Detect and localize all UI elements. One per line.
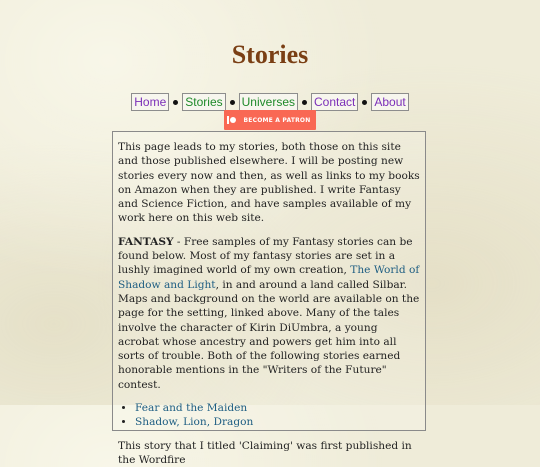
story-link-fear-and-the-maiden[interactable]: Fear and the Maiden xyxy=(135,402,248,415)
fantasy-paragraph xyxy=(118,235,420,392)
claiming-paragraph: This story that I titled 'Claiming' was first published in the Wordfire xyxy=(118,439,412,466)
fantasy-heading: FANTASY xyxy=(118,235,174,248)
nav-separator xyxy=(230,100,235,105)
list-item xyxy=(135,415,420,429)
nav-about[interactable]: About xyxy=(371,93,408,111)
become-patron-label: BECOME A PATRON xyxy=(243,116,311,124)
nav-stories[interactable]: Stories xyxy=(182,93,225,111)
nav-home[interactable]: Home xyxy=(131,93,169,111)
world-of-shadow-and-light-link[interactable]: The World of Shadow and Light xyxy=(118,264,420,291)
become-patron-button[interactable] xyxy=(224,110,316,130)
main-nav xyxy=(0,93,540,111)
intro-paragraph: This page leads to my stories, both those on this site and those published elsewhere. I will be posting new stories every now and then, as well as links to my books on Amazon when they are published. I write Fantasy and Science Fiction, and have samples available of my work here on this web site. xyxy=(118,141,420,225)
content-box xyxy=(112,131,426,466)
nav-separator xyxy=(302,100,307,105)
nav-contact[interactable]: Contact xyxy=(311,93,358,111)
story-list xyxy=(118,401,420,430)
list-item xyxy=(135,401,420,415)
story-link-shadow-lion-dragon[interactable]: Shadow, Lion, Dragon xyxy=(135,416,254,429)
page-title: Stories xyxy=(231,40,309,69)
fantasy-text-after: , in and around a land called Silbar. Maps and background on the world are available on the page for the setting, linked above. Many of the tales involve the character of Kirin DiUmbra, a young acrobat whose ancestry and powers get him into all sorts of trouble. Both of the following stories earned honorable mentions in the "Writers of the Future" contest. xyxy=(118,278,420,391)
nav-universes[interactable]: Universes xyxy=(239,93,298,111)
nav-separator xyxy=(362,100,367,105)
patreon-icon xyxy=(230,117,236,123)
nav-separator xyxy=(173,100,178,105)
fantasy-text-before: - Free samples of my Fantasy stories can be found below. Most of my fantasy stories are set in a lushly imagined world of my own creation, xyxy=(118,235,413,277)
